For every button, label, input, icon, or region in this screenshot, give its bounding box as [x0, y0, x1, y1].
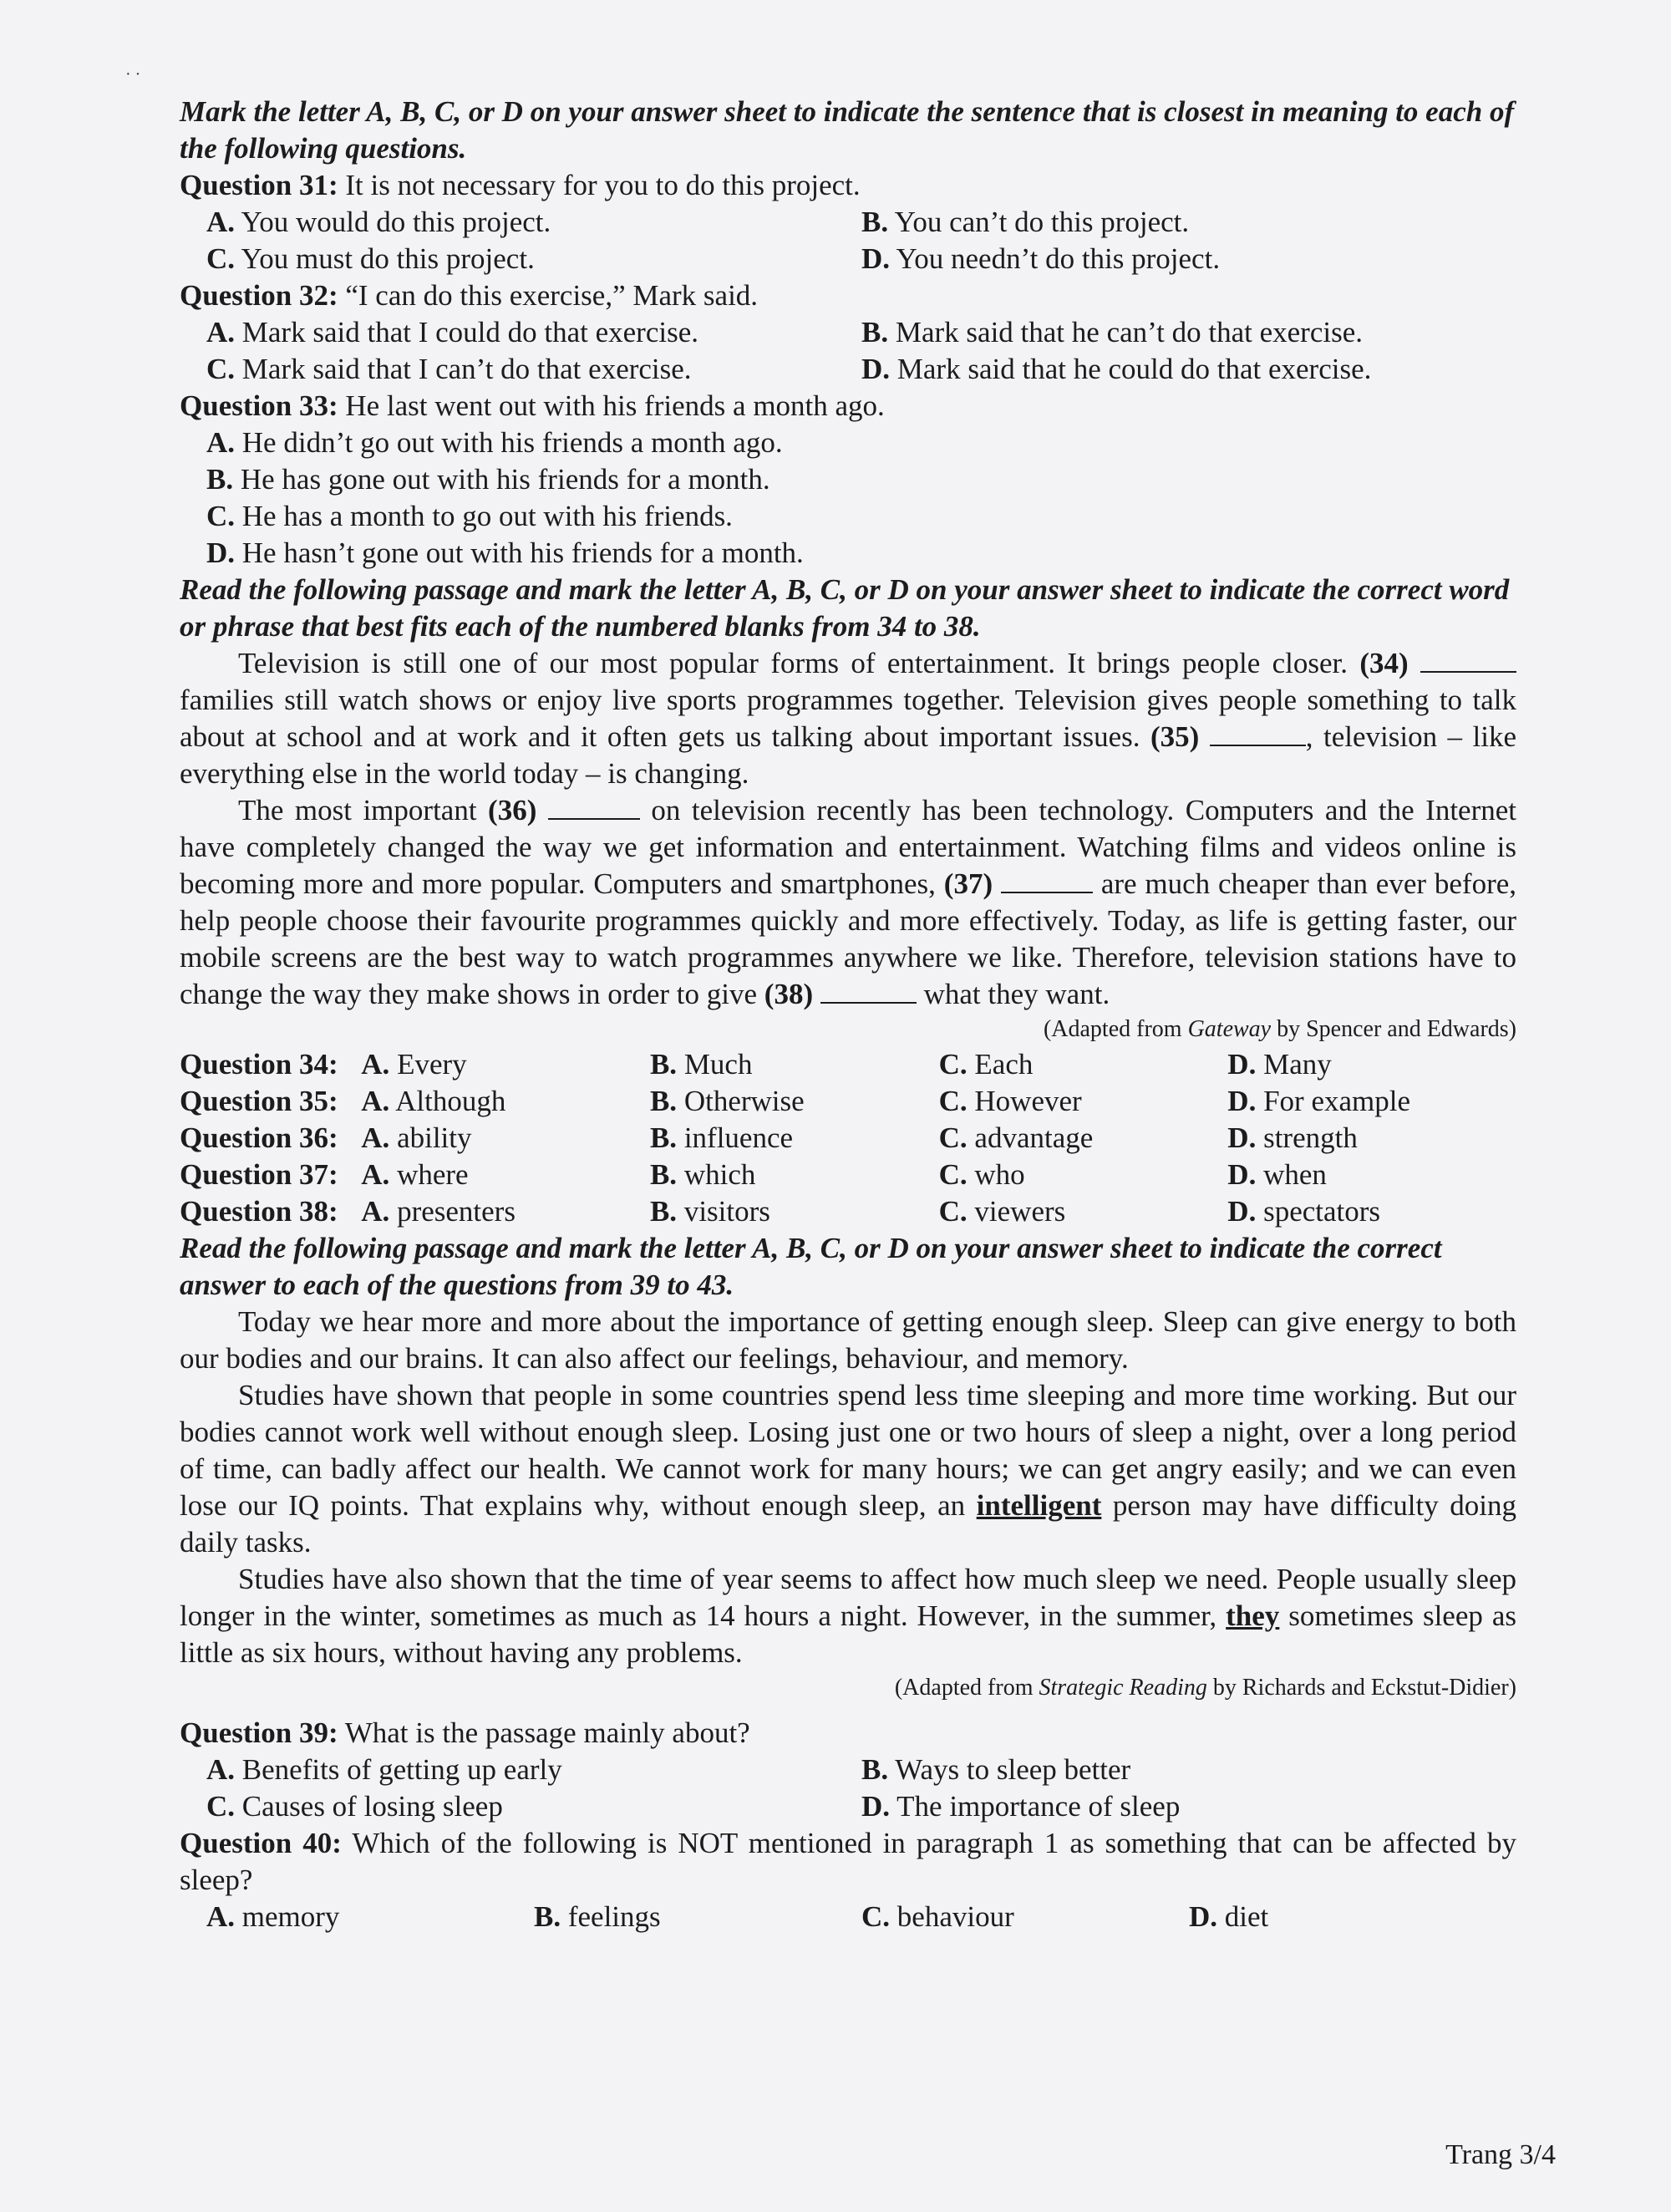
instruction-39-43: Read the following passage and mark the letter A, B, C, or D on your answer sheet to indicate the correct answer to each of the questions from 39 to 43.: [180, 1232, 1442, 1301]
option-b[interactable]: B. Ways to sleep better: [861, 1753, 1131, 1786]
blank-number-38: (38): [764, 978, 814, 1010]
option-a[interactable]: A. You would do this project.: [206, 206, 551, 238]
underlined-word-intelligent: intelligent: [976, 1489, 1102, 1522]
blank-35: [1210, 720, 1306, 746]
reading-paragraph-2: Studies have shown that people in some countries spend less time sleeping and more time working. But our bodies cannot work well without enough sleep. Losing just one or two hours of sleep a night, over a long period of time, can badly affect our health. We cannot work for many hours; we can get angry easily; and we can even lose our IQ points. That explains why, without enough sleep, an intelligent person may have difficulty doing daily tasks.: [180, 1379, 1516, 1559]
question-32: [180, 277, 1516, 314]
option-c[interactable]: C. viewers: [938, 1195, 1066, 1228]
question-39-options: [180, 1752, 1516, 1825]
option-c[interactable]: C. You must do this project.: [206, 242, 535, 275]
question-label: Question 40:: [180, 1827, 342, 1859]
question-36: Question 36: A. ability B. influence C. advantage D. strength: [180, 1120, 1516, 1157]
page-number: Trang 3/4: [1445, 2139, 1556, 2170]
option-a[interactable]: A. memory: [206, 1900, 340, 1933]
option-d[interactable]: D. diet: [1189, 1900, 1269, 1933]
option-a[interactable]: A. Although: [361, 1085, 506, 1117]
option-c[interactable]: C. He has a month to go out with his friends.: [206, 500, 733, 532]
option-a[interactable]: A. ability: [361, 1121, 472, 1154]
question-37: Question 37: A. where B. which C. who D. when: [180, 1157, 1516, 1193]
option-c[interactable]: C. However: [938, 1085, 1082, 1117]
blank-number-35: (35): [1150, 720, 1200, 753]
instruction-34-38: Read the following passage and mark the letter A, B, C, or D on your answer sheet to indicate the correct word or phrase that best fits each of the numbered blanks from 34 to 38.: [180, 573, 1510, 643]
blank-38: [820, 977, 917, 1004]
question-label: Question 33:: [180, 389, 338, 422]
option-d[interactable]: D. You needn’t do this project.: [861, 242, 1221, 275]
option-d[interactable]: D. For example: [1227, 1085, 1411, 1117]
question-label: Question 32:: [180, 279, 338, 312]
question-38: Question 38: A. presenters B. visitors C. viewers D. spectators: [180, 1193, 1516, 1230]
question-label: Question 31:: [180, 169, 338, 201]
option-d[interactable]: D. spectators: [1227, 1195, 1381, 1228]
option-a[interactable]: A. Every: [361, 1048, 467, 1081]
question-stem: He last went out with his friends a month ago.: [338, 389, 885, 422]
option-b[interactable]: B. Mark said that he can’t do that exercise.: [861, 316, 1364, 348]
passage-paragraph-1: Television is still one of our most popular forms of entertainment. It brings people closer. (34) families still watch shows or enjoy live sports programmes together. Television gives people something to talk about at school and at work and it often gets us talking about important issues. (35) , television – like everything else in the world today – is changing.: [180, 647, 1516, 790]
exam-page: [180, 94, 1516, 1935]
option-c[interactable]: C. Each: [938, 1048, 1034, 1081]
option-b[interactable]: B. visitors: [649, 1195, 770, 1228]
question-stem: It is not necessary for you to do this project.: [338, 169, 861, 201]
question-31: [180, 167, 1516, 204]
option-d[interactable]: D. strength: [1227, 1121, 1358, 1154]
option-a[interactable]: A. presenters: [361, 1195, 516, 1228]
question-31-options: [180, 204, 1516, 277]
question-33: [180, 388, 1516, 425]
question-label: Question 39:: [180, 1716, 338, 1749]
option-b[interactable]: B. Much: [649, 1048, 753, 1081]
question-34: Question 34: A. Every B. Much C. Each D. Many: [180, 1046, 1516, 1083]
option-a[interactable]: A. Mark said that I could do that exercise.: [206, 316, 698, 348]
option-c[interactable]: C. behaviour: [861, 1900, 1014, 1933]
blank-34: [1420, 646, 1516, 673]
source-citation-1: (Adapted from Gateway by Spencer and Edwards): [1043, 1016, 1516, 1042]
cloze-questions: [180, 1046, 1516, 1230]
question-35: Question 35: A. Although B. Otherwise C. However D. For example: [180, 1083, 1516, 1120]
option-b[interactable]: B. Otherwise: [649, 1085, 805, 1117]
option-c[interactable]: C. Mark said that I can’t do that exercise.: [206, 353, 692, 385]
option-c[interactable]: C. advantage: [938, 1121, 1094, 1154]
option-a[interactable]: A. He didn’t go out with his friends a month ago.: [206, 426, 783, 459]
blank-number-36: (36): [488, 794, 537, 826]
option-d[interactable]: D. He hasn’t gone out with his friends for a month.: [206, 536, 804, 569]
question-32-options: [180, 314, 1516, 388]
option-b[interactable]: B. which: [649, 1158, 756, 1191]
blank-37: [1001, 867, 1093, 893]
option-b[interactable]: B. influence: [649, 1121, 794, 1154]
question-40: [180, 1825, 1516, 1899]
question-39: [180, 1715, 1516, 1752]
scan-mark: · ·: [125, 65, 141, 84]
option-b[interactable]: B. He has gone out with his friends for a month.: [206, 463, 770, 496]
option-d[interactable]: D. Mark said that he could do that exercise.: [861, 353, 1372, 385]
instruction-31-33: Mark the letter A, B, C, or D on your answer sheet to indicate the sentence that is closest in meaning to each of the following questions.: [180, 95, 1515, 165]
passage-paragraph-2: The most important (36) on television recently has been technology. Computers and the Internet have completely changed the way we get information and entertainment. Watching films and videos online is becoming more and more popular. Computers and smartphones, (37) are much cheaper than ever before, help people choose their favourite programmes quickly and more effectively. Today, as life is getting faster, our mobile screens are the best way to watch programmes anywhere we like. Therefore, television stations have to change the way they make shows in order to give (38) what they want.: [180, 794, 1517, 1010]
question-40-options: [180, 1899, 1516, 1935]
reading-paragraph-3: Studies have also shown that the time of year seems to affect how much sleep we need. People usually sleep longer in the winter, sometimes as much as 14 hours a night. However, in the summer, they sometimes sleep as little as six hours, without having any problems.: [180, 1563, 1516, 1669]
blank-number-37: (37): [943, 867, 993, 900]
option-d[interactable]: D. Many: [1227, 1048, 1332, 1081]
blank-36: [548, 793, 640, 820]
question-33-options: [180, 425, 1516, 572]
option-b[interactable]: B. You can’t do this project.: [861, 206, 1190, 238]
option-b[interactable]: B. feelings: [534, 1900, 661, 1933]
underlined-word-they: they: [1226, 1599, 1280, 1632]
source-citation-2: (Adapted from Strategic Reading by Richards and Eckstut-Didier): [894, 1675, 1516, 1701]
question-stem: “I can do this exercise,” Mark said.: [338, 279, 759, 312]
option-a[interactable]: A. Benefits of getting up early: [206, 1753, 562, 1786]
option-d[interactable]: D. The importance of sleep: [861, 1790, 1181, 1823]
option-a[interactable]: A. where: [361, 1158, 469, 1191]
question-stem: What is the passage mainly about?: [338, 1716, 750, 1749]
option-d[interactable]: D. when: [1227, 1158, 1327, 1191]
question-stem: Which of the following is NOT mentioned in paragraph 1 as something that can be affected by sleep?: [180, 1827, 1516, 1896]
option-c[interactable]: C. who: [938, 1158, 1025, 1191]
blank-number-34: (34): [1359, 647, 1409, 679]
option-c[interactable]: C. Causes of losing sleep: [206, 1790, 503, 1823]
reading-paragraph-1: Today we hear more and more about the importance of getting enough sleep. Sleep can give energy to both our bodies and our brains. It can also affect our feelings, behaviour, and memory.: [180, 1305, 1516, 1375]
